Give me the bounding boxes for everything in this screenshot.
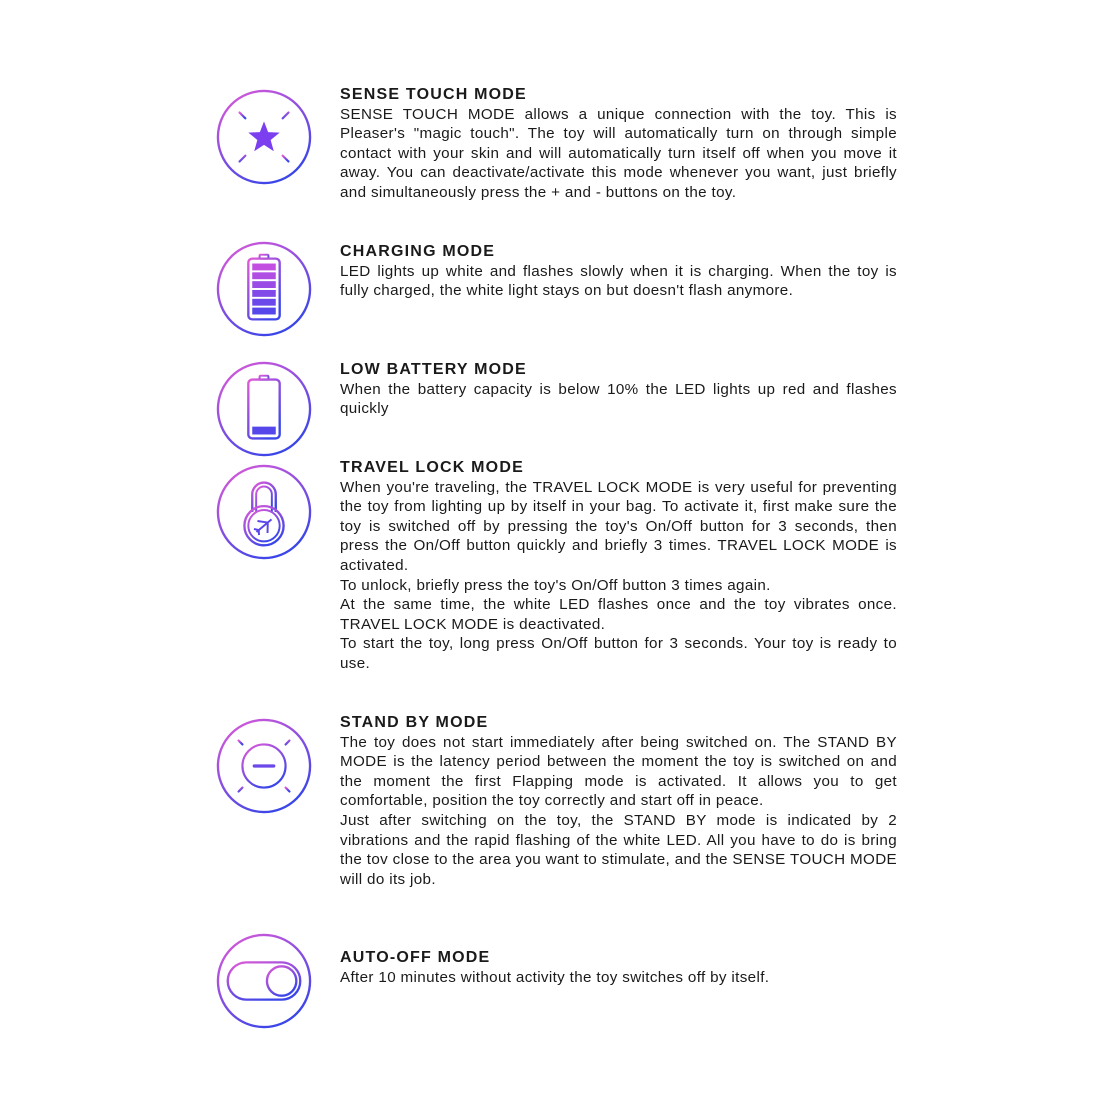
section-paragraph: After 10 minutes without activity the toy switches off by itself. xyxy=(340,968,770,986)
section-paragraph: LED lights up white and flashes slowly when it is charging. When the toy is fully charged, the white light stays on but doesn't flash anymore. xyxy=(340,262,897,300)
section-title: LOW BATTERY MODE xyxy=(340,361,527,378)
section-paragraph: Just after switching on the toy, the STAND BY mode is indicated by 2 vibrations and the rapid flashing of the white LED. All you have to do is bring the tov close to the area you want to stimulate, and the SENSE TOUCH MODE will do its job. xyxy=(340,811,897,888)
section-paragraph: When you're traveling, the TRAVEL LOCK MODE is very useful for preventing the toy from lighting up by itself in your bag. To activate it, first make sure the toy is switched off by pressing the toy's On/Off button for 3 seconds, then press the On/Off button quickly and briefly 3 times. TRAVEL LOCK MODE is activated. xyxy=(340,478,897,574)
section-paragraph: At the same time, the white LED flashes once and the toy vibrates once. TRAVEL LOCK MODE is deactivated. xyxy=(340,596,897,633)
battery-full-icon xyxy=(215,240,313,338)
section-paragraph: SENSE TOUCH MODE allows a unique connection with the toy. This is Pleaser's "magic touch". The toy will automatically turn on through simple contact with your skin and will automatically turn itself off when you move it away. You can deactivate/activate this mode whenever you want, just briefly and simultaneously press the + and - buttons on the toy. xyxy=(340,105,897,201)
section-paragraph: To start the toy, long press On/Off button for 3 seconds. Your toy is ready to use. xyxy=(340,635,897,672)
padlock-plane-icon xyxy=(215,463,313,561)
section-title: CHARGING MODE xyxy=(340,243,496,260)
section-title: AUTO-OFF MODE xyxy=(340,949,491,966)
toggle-switch-icon xyxy=(215,932,313,1030)
battery-low-icon xyxy=(215,360,313,458)
section-paragraph: When the battery capacity is below 10% the LED lights up red and flashes quickly xyxy=(340,380,897,418)
section-title: STAND BY MODE xyxy=(340,714,489,731)
section-paragraph: The toy does not start immediately after being switched on. The STAND BY MODE is the latency period between the moment the toy is switched on and the moment the first Flapping mode is activated. It allows you to get comfortable, position the toy correctly and start off in peace. xyxy=(340,733,897,810)
standby-minus-icon xyxy=(215,717,313,815)
section-title: TRAVEL LOCK MODE xyxy=(340,459,524,476)
section-paragraph: To unlock, briefly press the toy's On/Off button 3 times again. xyxy=(340,576,771,594)
star-sparkle-icon xyxy=(215,88,313,186)
section-title: SENSE TOUCH MODE xyxy=(340,86,527,103)
